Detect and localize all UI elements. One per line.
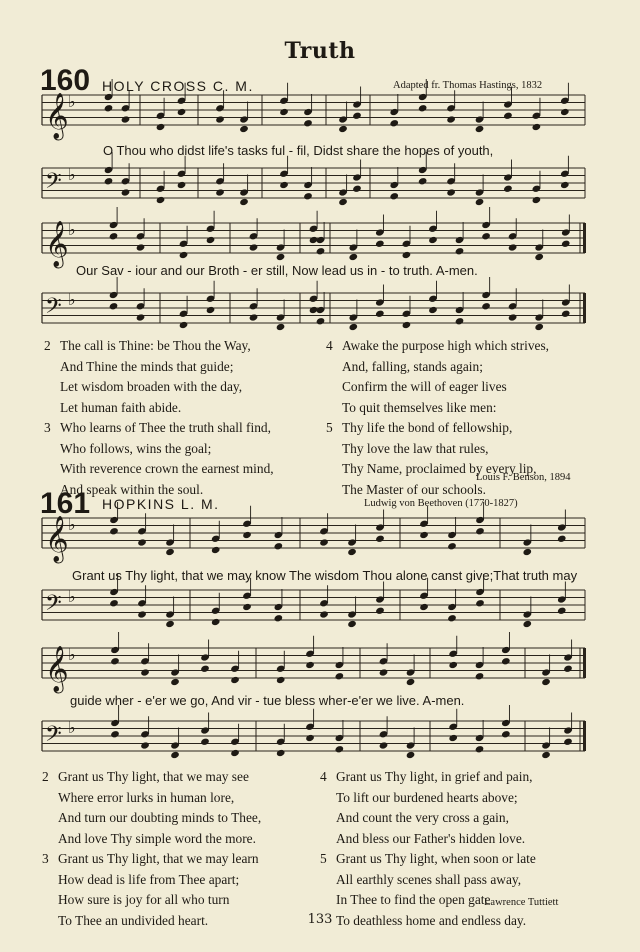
note-head xyxy=(303,119,313,127)
tune-name: HOLY CROSS C. M. xyxy=(102,78,254,94)
note-head xyxy=(352,112,362,120)
note-head xyxy=(563,738,573,746)
note-head xyxy=(140,668,150,676)
verse-number: 3 xyxy=(42,851,49,866)
note-head xyxy=(481,302,491,310)
note-head xyxy=(121,115,131,123)
note-head xyxy=(156,196,166,204)
flat-icon: ♭ xyxy=(68,290,76,309)
note-head xyxy=(446,115,456,123)
music-credit: Ludwig von Beethoven (1770-1827) xyxy=(364,498,518,509)
note-head xyxy=(532,196,542,204)
note-head xyxy=(418,104,428,112)
note-head xyxy=(446,188,456,196)
note-head xyxy=(109,302,119,310)
note-head xyxy=(305,661,315,669)
verse-line: To deathless home and endless day. xyxy=(336,912,527,928)
music-staff xyxy=(0,85,640,145)
note-head xyxy=(375,535,385,543)
note-head xyxy=(508,313,518,321)
flat-icon: ♭ xyxy=(68,718,76,737)
treble-clef-icon: 𝄞 xyxy=(45,221,69,267)
note-head xyxy=(348,323,358,331)
verses-left xyxy=(44,336,274,500)
note-head xyxy=(109,232,119,240)
verse-number: 4 xyxy=(320,769,327,784)
note-head xyxy=(276,749,286,757)
note-head xyxy=(560,108,570,116)
verse-line: And, falling, stands again; xyxy=(342,358,483,374)
note-head xyxy=(563,665,573,673)
note-head xyxy=(136,243,146,251)
verse-line: 3 Who learns of Thee the truth shall find, xyxy=(44,418,274,439)
note-head xyxy=(347,620,357,628)
note-head xyxy=(419,603,429,611)
note-head xyxy=(557,607,567,615)
verse-line: With reverence crown the earnest mind, xyxy=(60,461,274,476)
note-head xyxy=(447,542,457,550)
note-head xyxy=(534,323,544,331)
bass-clef-icon: 𝄢 xyxy=(45,722,62,752)
note-head xyxy=(316,247,326,255)
note-head xyxy=(276,253,286,261)
note-head xyxy=(522,548,532,556)
verse-line: Thy Name, proclaimed by every lip, xyxy=(342,461,537,476)
note-head xyxy=(319,610,329,618)
verse-line: The Master of our schools. xyxy=(342,481,486,497)
note-head xyxy=(276,676,286,684)
music-credit: Adapted fr. Thomas Hastings, 1832 xyxy=(393,80,543,91)
verse-line: 3 Grant us Thy light, that we may learn xyxy=(42,849,261,870)
verse-line: And Thine the minds that guide; xyxy=(60,358,234,374)
note-head xyxy=(447,614,457,622)
bass-clef-icon: 𝄢 xyxy=(45,169,62,199)
note-head xyxy=(177,108,187,116)
note-head xyxy=(242,603,252,611)
note-head xyxy=(455,247,465,255)
note-head xyxy=(249,313,259,321)
note-head xyxy=(561,240,571,248)
note-head xyxy=(428,236,438,244)
verse-line: How dead is life from Thee apart; xyxy=(58,871,240,887)
note-head xyxy=(406,751,416,759)
verse-line: 2 Grant us Thy light, that we may see xyxy=(42,767,261,788)
note-head xyxy=(179,251,189,259)
note-head xyxy=(347,548,357,556)
note-head xyxy=(375,310,385,318)
flat-icon: ♭ xyxy=(68,165,76,184)
note-head xyxy=(418,177,428,185)
note-head xyxy=(165,620,175,628)
note-head xyxy=(137,610,147,618)
note-head xyxy=(335,672,345,680)
flat-icon: ♭ xyxy=(68,220,76,239)
verse-number: 5 xyxy=(320,851,327,866)
verse-line: To Thee an undivided heart. xyxy=(58,912,209,928)
verse-line: 5 Grant us Thy light, when soon or late xyxy=(320,849,536,870)
note-head xyxy=(508,243,518,251)
note-head xyxy=(406,678,416,686)
verse-line: And turn our doubting minds to Thee, xyxy=(58,810,262,825)
note-head xyxy=(379,668,389,676)
section-title: Truth xyxy=(284,38,356,64)
note-head xyxy=(109,599,119,607)
note-head xyxy=(206,306,216,314)
verse-line: 5 Thy life the bond of fellowship, xyxy=(326,418,549,439)
note-head xyxy=(503,112,513,120)
note-head xyxy=(230,676,240,684)
note-head xyxy=(104,104,114,112)
verse-line: 2 The call is Thine: be Thou the Way, xyxy=(44,336,274,357)
author-credit: Lawrence Tuttiett xyxy=(484,897,559,908)
lyric-line: guide wher - e'er we go, And vir - tue bless wher-e'er we live. A-men. xyxy=(70,693,465,708)
verse-line: Let wisdom broaden with the day, xyxy=(60,379,243,394)
note-head xyxy=(428,306,438,314)
hymn-number: 161 xyxy=(40,487,91,520)
note-head xyxy=(402,321,412,329)
note-head xyxy=(501,657,511,665)
note-head xyxy=(156,123,166,131)
tune-name: HOPKINS L. M. xyxy=(102,496,220,512)
note-head xyxy=(475,599,485,607)
note-head xyxy=(177,181,187,189)
note-head xyxy=(200,665,210,673)
note-head xyxy=(389,192,399,200)
note-head xyxy=(200,738,210,746)
note-head xyxy=(242,531,252,539)
note-head xyxy=(303,192,313,200)
note-head xyxy=(170,751,180,759)
note-head xyxy=(276,323,286,331)
music-staff xyxy=(0,158,640,218)
verse-line: And count the very cross a gain, xyxy=(336,810,509,825)
flat-icon: ♭ xyxy=(68,587,76,606)
note-head xyxy=(375,240,385,248)
music-staff xyxy=(0,283,640,343)
verse-number: 2 xyxy=(44,338,51,353)
final-bar xyxy=(583,293,586,323)
lyric-line: O Thou who didst life's tasks ful - fil, Didst share the hopes of youth, xyxy=(103,143,494,158)
bass-clef-icon: 𝄢 xyxy=(45,294,62,324)
note-head xyxy=(121,188,131,196)
note-head xyxy=(249,243,259,251)
note-head xyxy=(541,751,551,759)
note-head xyxy=(110,730,120,738)
treble-clef-icon: 𝄞 xyxy=(45,646,69,692)
note-head xyxy=(532,123,542,131)
note-head xyxy=(379,741,389,749)
verse-line: Thy love the law that rules, xyxy=(342,440,489,456)
verse-line: And bless our Father's hidden love. xyxy=(336,830,526,846)
final-bar xyxy=(583,721,586,751)
note-head xyxy=(475,198,485,206)
note-head xyxy=(402,251,412,259)
note-head xyxy=(319,538,329,546)
note-head xyxy=(137,538,147,546)
verse-line: To quit themselves like men: xyxy=(342,399,497,415)
verse-line: In Thee to find the open gate xyxy=(336,892,491,907)
note-head xyxy=(475,125,485,133)
note-head xyxy=(335,745,345,753)
note-head xyxy=(534,253,544,261)
verse-line: 4 Grant us Thy light, in grief and pain, xyxy=(320,767,536,788)
note-head xyxy=(475,745,485,753)
note-head xyxy=(206,236,216,244)
music-staff xyxy=(0,711,640,771)
note-head xyxy=(560,181,570,189)
note-head xyxy=(448,661,458,669)
note-head xyxy=(541,678,551,686)
note-head xyxy=(109,527,119,535)
verse-line: All earthly scenes shall pass away, xyxy=(336,871,522,887)
note-head xyxy=(522,620,532,628)
music-staff xyxy=(0,638,640,698)
note-head xyxy=(279,181,289,189)
note-head xyxy=(557,535,567,543)
note-head xyxy=(455,317,465,325)
note-head xyxy=(475,527,485,535)
note-head xyxy=(211,546,221,554)
note-head xyxy=(274,614,284,622)
final-bar xyxy=(583,648,586,678)
lyric-line: Our Sav - iour and our Broth - er still, Now lead us in - to truth. A-men. xyxy=(76,263,478,278)
note-head xyxy=(419,531,429,539)
note-head xyxy=(389,119,399,127)
verse-number: 4 xyxy=(326,338,333,353)
note-head xyxy=(110,657,120,665)
flat-icon: ♭ xyxy=(68,645,76,664)
verse-number: 2 xyxy=(42,769,49,784)
note-head xyxy=(170,678,180,686)
note-head xyxy=(375,607,385,615)
verse-line: How sure is joy for all who turn xyxy=(58,892,230,907)
note-head xyxy=(274,542,284,550)
note-head xyxy=(481,232,491,240)
verse-line: To lift our burdened hearts above; xyxy=(336,789,518,805)
verse-line: Confirm the will of eager lives xyxy=(342,379,507,394)
note-head xyxy=(448,734,458,742)
verse-line: And speak within the soul. xyxy=(60,481,204,497)
note-head xyxy=(136,313,146,321)
note-head xyxy=(230,749,240,757)
hymn-number: 160 xyxy=(40,64,91,97)
verses-left xyxy=(42,767,261,931)
flat-icon: ♭ xyxy=(68,515,76,534)
note-head xyxy=(215,115,225,123)
page-number: 133 xyxy=(307,912,333,927)
note-head xyxy=(279,108,289,116)
author-credit: Louis F. Benson, 1894 xyxy=(476,472,571,483)
verse-number: 5 xyxy=(326,420,333,435)
note-head xyxy=(475,672,485,680)
note-head xyxy=(338,125,348,133)
note-head xyxy=(305,734,315,742)
note-head xyxy=(348,253,358,261)
note-head xyxy=(140,741,150,749)
music-staff xyxy=(0,508,640,568)
verse-number: 3 xyxy=(44,420,51,435)
treble-clef-icon: 𝄞 xyxy=(45,516,69,562)
note-head xyxy=(338,198,348,206)
verse-line: Where error lurks in human lore, xyxy=(58,789,235,805)
note-head xyxy=(179,321,189,329)
note-head xyxy=(165,548,175,556)
final-bar xyxy=(583,223,586,253)
bass-clef-icon: 𝄢 xyxy=(45,591,62,621)
note-head xyxy=(352,185,362,193)
music-staff xyxy=(0,580,640,640)
note-head xyxy=(501,730,511,738)
lyric-line: Grant us Thy light, that we may know The wisdom Thou alone canst give;That truth may xyxy=(72,568,578,583)
verse-line: Let human faith abide. xyxy=(60,399,182,415)
note-head xyxy=(316,317,326,325)
treble-clef-icon: 𝄞 xyxy=(45,93,69,139)
verse-line: 4 Awake the purpose high which strives, xyxy=(326,336,549,357)
verse-line: And love Thy simple word the more. xyxy=(58,830,256,846)
note-head xyxy=(239,198,249,206)
note-head xyxy=(215,188,225,196)
note-head xyxy=(561,310,571,318)
note-head xyxy=(211,618,221,626)
note-head xyxy=(503,185,513,193)
note-head xyxy=(239,125,249,133)
flat-icon: ♭ xyxy=(68,92,76,111)
verse-line: Who follows, wins the goal; xyxy=(60,440,212,456)
note-head xyxy=(104,177,114,185)
